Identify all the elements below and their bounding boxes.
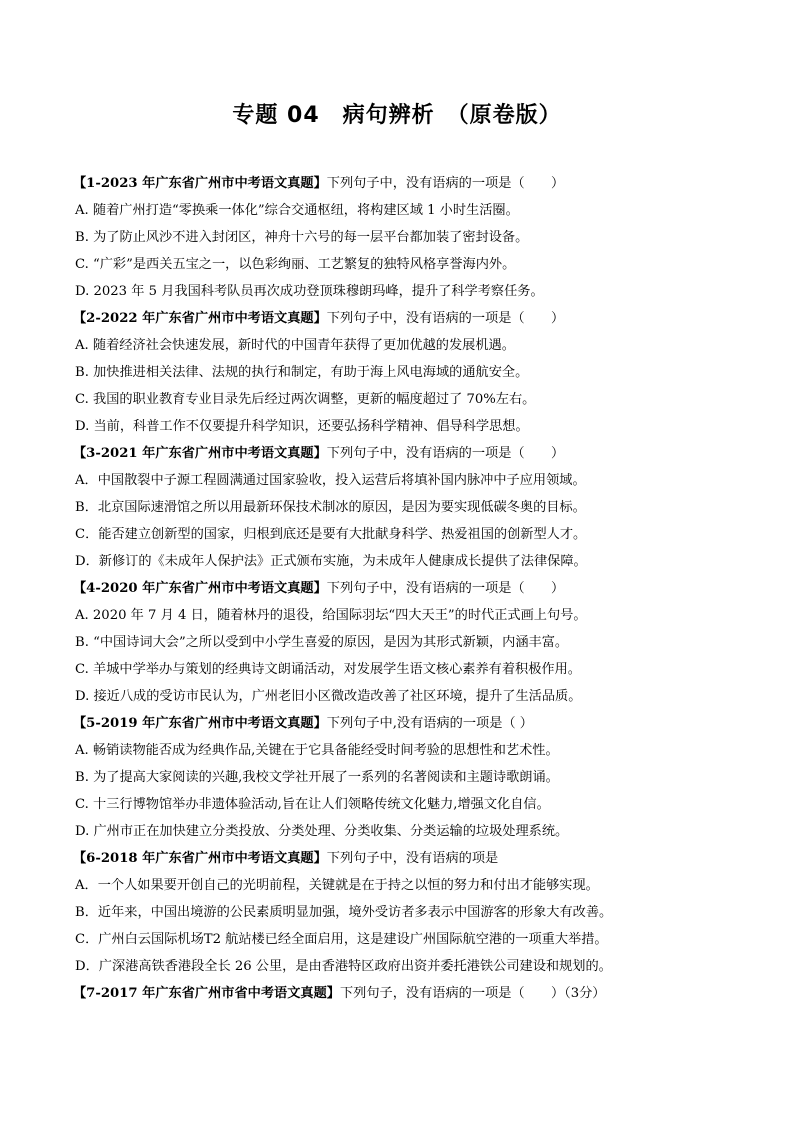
option-d: D．广深港高铁香港段全长 26 公里，是由香港特区政府出资并委托港铁公司建设和规划的。 (75, 959, 612, 974)
page-title: 专题 04 病句辨析 （原卷版） (232, 103, 562, 128)
option-d: D．新修订的《未成年人保护法》正式颁布实施，为未成年人健康成长提供了法律保障。 (75, 554, 587, 569)
question-source: 【4-2020 年广东省广州市中考语文真题】 (73, 581, 327, 596)
option-c: C．广州白云国际机场T2 航站楼已经全面启用，这是建设广州国际航空港的一项重大举措。 (75, 932, 608, 947)
option-a: A．中国散裂中子源工程圆满通过国家验收，投入运营后将填补国内脉冲中子应用领域。 (75, 473, 586, 488)
option-b: B. 为了提高大家阅读的兴趣,我校文学社开展了一系列的名著阅读和主题诗歌朗诵。 (75, 770, 559, 785)
question-stem (73, 845, 733, 872)
option-b: B. 加快推进相关法律、法规的执行和制定，有助于海上风电海域的通航安全。 (75, 365, 529, 380)
option-a: A. 随着经济社会快速发展，新时代的中国青年获得了更加优越的发展机遇。 (75, 338, 515, 353)
option-d: D. 广州市正在加快建立分类投放、分类处理、分类收集、分类运输的垃圾处理系统。 (75, 824, 569, 839)
option-a: A. 随着广州打造“零换乘一体化”综合交通枢纽，将构建区域 1 小时生活圈。 (75, 203, 519, 218)
question-stem (73, 980, 733, 1007)
question-source: 【1-2023 年广东省广州市中考语文真题】 (73, 176, 327, 191)
question-text: 下列句子，没有语病的一项是（ ）（3分） (339, 986, 606, 1001)
question-stem (73, 170, 733, 197)
question-text: 下列句子中，没有语病的一项是（ ） (326, 176, 565, 191)
question-source: 【7-2017 年广东省广州市省中考语文真题】 (73, 986, 340, 1001)
question-text: 下列句子中,没有语病的一项是（ ） (326, 716, 533, 731)
option-c: C. “广彩”是西关五宝之一，以色彩绚丽、工艺繁复的独特风格享誉海内外。 (75, 257, 516, 272)
question-source: 【5-2019 年广东省广州市中考语文真题】 (73, 716, 327, 731)
option-b: B. “中国诗词大会”之所以受到中小学生喜爱的原因，是因为其形式新颖，内涵丰富。 (75, 635, 569, 650)
option-a: A．一个人如果要开创自己的光明前程，关键就是在于持之以恒的努力和付出才能够实现。 (75, 878, 599, 893)
question-stem (73, 440, 733, 467)
question-list (73, 170, 733, 1007)
question-text: 下列句子中，没有语病的一项是（ ） (326, 311, 565, 326)
option-d: D. 当前，科普工作不仅要提升科学知识，还要弘扬科学精神、倡导科学思想。 (75, 419, 529, 434)
option-b: B．北京国际速滑馆之所以用最新环保技术制冰的原因，是因为要实现低碳冬奥的目标。 (75, 500, 586, 515)
option-a: A. 畅销读物能否成为经典作品,关键在于它具备能经受时间考验的思想性和艺术性。 (75, 743, 559, 758)
option-c: C. 我国的职业教育专业目录先后经过两次调整，更新的幅度超过了 70%左右。 (75, 392, 536, 407)
option-d: D. 接近八成的受访市民认为，广州老旧小区微改造改善了社区环境，提升了生活品质。 (75, 689, 582, 704)
question-stem (73, 575, 733, 602)
option-a: A. 2020 年 7 月 4 日，随着林丹的退役，给国际羽坛“四大天王”的时代正式画上句号。 (75, 608, 587, 623)
question-text: 下列句子中，没有语病的一项是（ ） (326, 581, 565, 596)
question-source: 【3-2021 年广东省广州市中考语文真题】 (73, 446, 327, 461)
question-text: 下列句子中，没有语病的一项是（ ） (326, 446, 565, 461)
option-b: B. 为了防止风沙不进入封闭区，神舟十六号的每一层平台都加装了密封设备。 (75, 230, 529, 245)
question-source: 【2-2022 年广东省广州市中考语文真题】 (73, 311, 327, 326)
option-b: B．近年来，中国出境游的公民素质明显加强，境外受访者多表示中国游客的形象大有改善。 (75, 905, 613, 920)
question-stem (73, 710, 733, 737)
question-text: 下列句子中，没有语病的项是 (326, 851, 499, 866)
option-c: C. 十三行博物馆举办非遗体验活动,旨在让人们领略传统文化魅力,增强文化自信。 (75, 797, 550, 812)
option-c: C．能否建立创新型的国家，归根到底还是要有大批献身科学、热爱祖国的创新型人才。 (75, 527, 587, 542)
question-source: 【6-2018 年广东省广州市中考语文真题】 (73, 851, 327, 866)
option-c: C. 羊城中学举办与策划的经典诗文朗诵活动，对发展学生语文核心素养有着积极作用。 (75, 662, 581, 677)
question-stem (73, 305, 733, 332)
option-d: D. 2023 年 5 月我国科考队员再次成功登顶珠穆朗玛峰，提升了科学考察任务。 (75, 284, 544, 299)
